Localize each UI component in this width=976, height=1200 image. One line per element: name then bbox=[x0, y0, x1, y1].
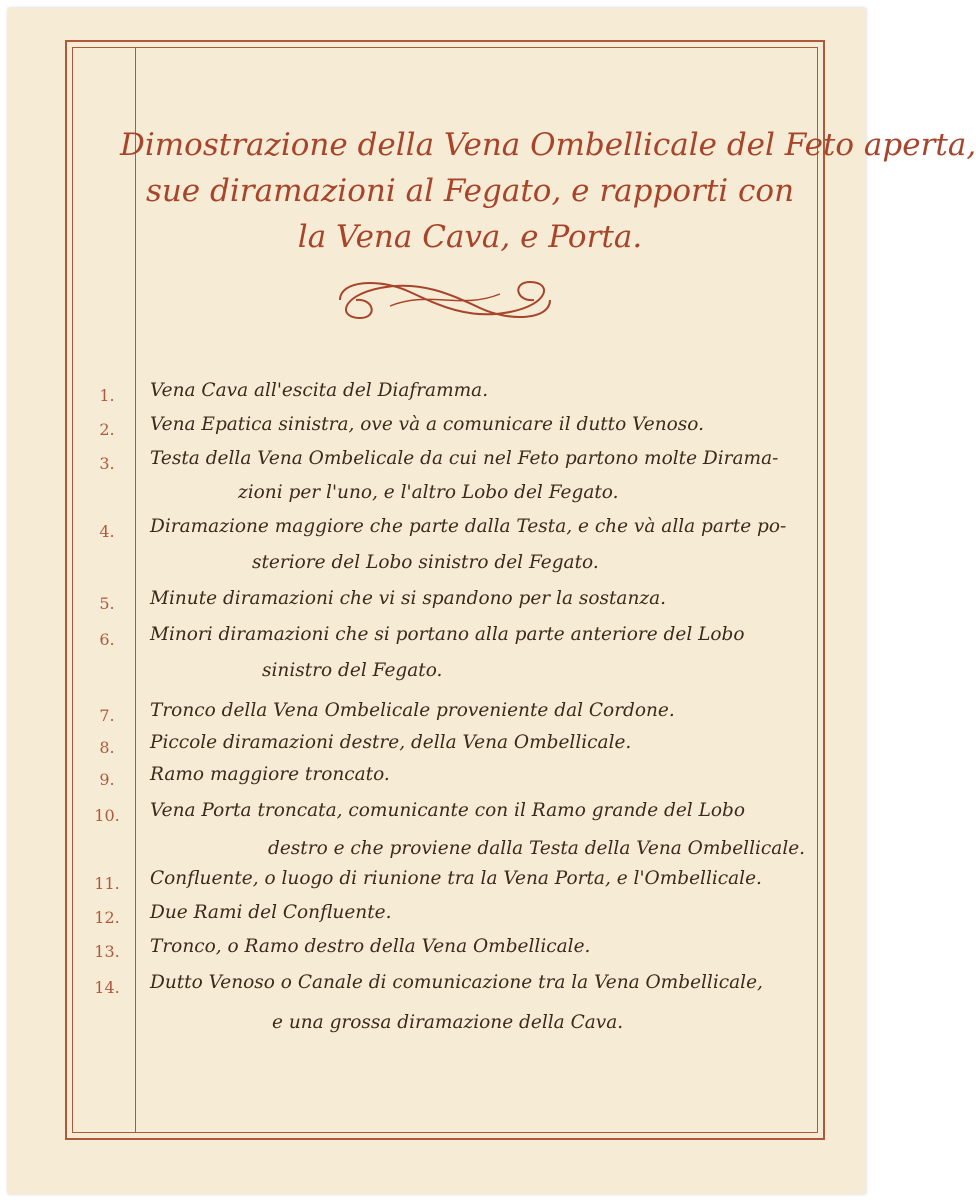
list-item: Tronco, o Ramo destro della Vena Ombellicale. bbox=[150, 936, 591, 957]
title-line-2: sue diramazioni al Fegato, e rapporti con bbox=[145, 173, 795, 209]
list-item-continuation: e una grossa diramazione della Cava. bbox=[272, 1012, 624, 1033]
list-item: Vena Cava all'escita del Diaframma. bbox=[150, 380, 489, 401]
item-number: 2. bbox=[99, 420, 115, 439]
item-number: 5. bbox=[99, 594, 115, 613]
list-item: Due Rami del Confluente. bbox=[150, 902, 392, 923]
item-number: 4. bbox=[99, 522, 115, 541]
list-item: Confluente, o luogo di riunione tra la Vena Porta, e l'Ombellicale. bbox=[150, 868, 762, 889]
item-number: 13. bbox=[94, 942, 120, 961]
item-number: 3. bbox=[99, 454, 115, 473]
item-number: 11. bbox=[94, 874, 120, 893]
list-item: Dutto Venoso o Canale di comunicazione tra la Vena Ombellicale, bbox=[150, 972, 763, 993]
title-line-3: la Vena Cava, e Porta. bbox=[297, 219, 643, 255]
flourish-ornament bbox=[320, 270, 570, 330]
list-item: Vena Porta troncata, comunicante con il Ramo grande del Lobo bbox=[150, 800, 746, 821]
list-item: Minori diramazioni che si portano alla parte anteriore del Lobo bbox=[150, 624, 745, 645]
list-item: Ramo maggiore troncato. bbox=[150, 764, 390, 785]
list-item-continuation: sinistro del Fegato. bbox=[262, 660, 443, 681]
list-item: Piccole diramazioni destre, della Vena Ombellicale. bbox=[150, 732, 632, 753]
title-line-1: Dimostrazione della Vena Ombellicale del Feto aperta, bbox=[120, 127, 976, 163]
item-number: 12. bbox=[94, 908, 120, 927]
item-number: 9. bbox=[99, 770, 115, 789]
item-number: 7. bbox=[99, 706, 115, 725]
list-item: Tronco della Vena Ombelicale proveniente dal Cordone. bbox=[150, 700, 675, 721]
item-number: 10. bbox=[94, 806, 120, 825]
list-item: Diramazione maggiore che parte dalla Testa, e che và alla parte po- bbox=[150, 516, 787, 537]
page-title bbox=[120, 122, 976, 260]
list-item-continuation: destro e che proviene dalla Testa della Vena Ombellicale. bbox=[268, 838, 806, 859]
list-item-continuation: zioni per l'uno, e l'altro Lobo del Fegato. bbox=[238, 482, 619, 503]
list-item: Testa della Vena Ombelicale da cui nel Feto partono molte Dirama- bbox=[150, 448, 779, 469]
item-number: 1. bbox=[99, 386, 115, 405]
list-item: Vena Epatica sinistra, ove và a comunicare il dutto Venoso. bbox=[150, 414, 704, 435]
list-item: Minute diramazioni che vi si spandono per la sostanza. bbox=[150, 588, 667, 609]
item-number: 8. bbox=[99, 738, 115, 757]
list-item-continuation: steriore del Lobo sinistro del Fegato. bbox=[252, 552, 599, 573]
item-number: 14. bbox=[94, 978, 120, 997]
item-number: 6. bbox=[99, 630, 115, 649]
